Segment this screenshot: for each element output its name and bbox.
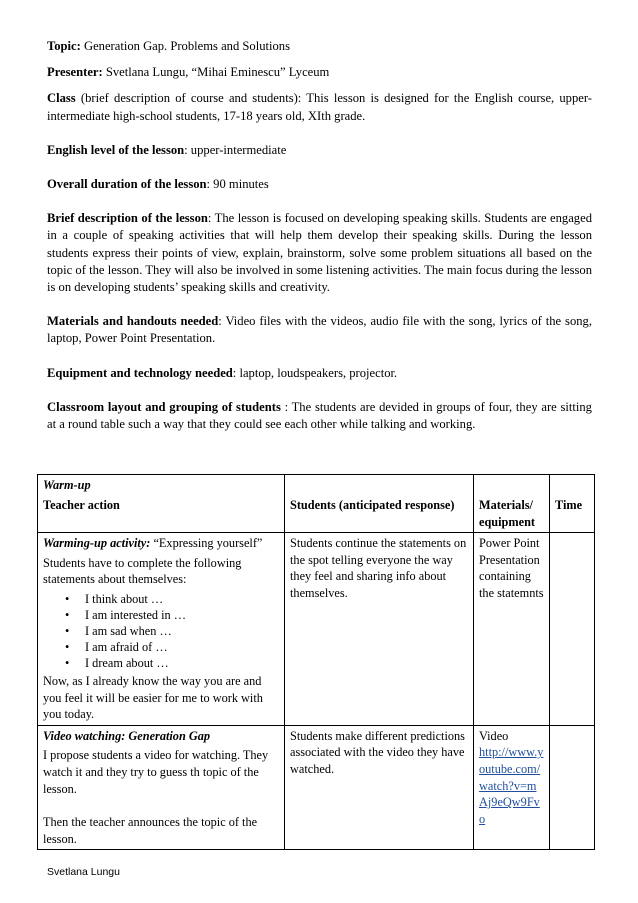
topic-value: Generation Gap. Problems and Solutions [80,39,290,53]
presenter-label: Presenter: [47,65,103,80]
list-item: • I dream about … [65,655,169,670]
header-time: Time [555,498,583,512]
row1-activity [43,535,280,552]
video-link[interactable]: http://www.youtube.com/watch?v=mAj9eQw9Fvo [479,745,544,826]
class-label: Class [47,91,76,106]
row1-intro: Students have to complete the following statements about themselves: [43,555,242,587]
bullet-icon: • [65,607,70,622]
bullet-icon: • [65,591,70,606]
list-item: • I am afraid of … [65,639,168,654]
materials-line [47,313,592,347]
english-level-value: : upper-intermediate [184,142,287,157]
row2-teacher-cell [38,725,285,850]
header-materials-cell [474,475,550,533]
table-row [38,533,595,726]
presenter-line [47,64,592,81]
bullet-icon: • [65,623,70,638]
list-item: • I am interested in … [65,607,187,622]
row1-time-cell [550,533,595,726]
row2-materials-label: Video [479,728,509,743]
header-students: Students (anticipated response) [290,498,455,512]
row2-students-cell [285,725,474,850]
duration-value: : 90 minutes [206,177,269,192]
class-value: (brief description of course and students): This lesson is designed for the English course, upper-intermediate high-school students, 17-18 years old, XIth grade. [47,91,592,123]
row1-students: Students continue the statements on the spot telling everyone the way they feel and sharing info about themselves. [290,536,467,600]
row2-materials-cell [474,725,550,850]
materials-label: Materials and handouts needed [47,314,219,329]
row2-closing: Then the teacher announces the topic of the lesson. [43,815,258,846]
header-time-cell [550,475,595,533]
bullet-icon: • [65,655,70,670]
section-title: Warm-up [43,478,91,492]
classroom-layout-line [47,399,592,433]
topic-label: Topic: [47,39,81,53]
header-teacher-cell [38,475,285,533]
equipment-line [47,365,592,382]
layout-label: Classroom layout and grouping of students [47,399,281,414]
duration-line [47,176,592,193]
row1-teacher-cell [38,533,285,726]
english-level-line [47,142,592,159]
row1-closing: Now, as I already know the way you are and you feel it will be easier for me to work with you today. [43,673,263,722]
header-teacher: Teacher action [43,497,120,512]
row1-bullet-list [43,591,280,671]
brief-description [47,210,592,296]
header-materials: Materials/ equipment [479,498,536,529]
bullet-icon: • [65,639,70,654]
layout-value: : The students are devided in groups of four, they are sitting at a round table such a way that they could see each other while talking and working. [47,399,592,432]
row2-intro: I propose students a video for watching. They watch it and they try to guess th topic of the lesson. [43,748,269,796]
topic-line [47,38,592,55]
duration-label: Overall duration of the lesson [47,177,207,192]
equipment-value: : laptop, loudspeakers, projector. [232,365,398,380]
row1-materials-cell [474,533,550,726]
row1-students-cell [285,533,474,726]
row2-students: Students make different predictions associated with the video they have watched. [290,728,465,776]
presenter-value: Svetlana Lungu, “Mihai Eminescu” Lyceum [102,65,330,80]
lesson-plan-header [47,38,592,433]
table-header-row [38,475,595,533]
class-line [47,90,592,124]
brief-value: : The lesson is focused on developing speaking skills. Students are engaged in a couple of speaking activities that will help them develop their speaking skills. During the lesson students express their points of view, explain, brainstorm, solve some problem situations all based on the topic of the lesson. They will also be involved in some listening activities. The main focus during the lesson is on developing students’ speaking skills and creativity. [47,211,592,295]
list-item: • I am sad when … [65,623,172,638]
row2-time-cell [550,725,595,850]
page-footer: Svetlana Lungu [47,866,120,878]
table-row [38,725,595,850]
row1-activity-title: Warming-up activity: [43,536,151,551]
row1-activity-name: “Expressing yourself” [150,536,263,551]
equipment-label: Equipment and technology needed [47,365,233,380]
list-item: • I think about … [65,591,164,606]
english-level-label: English level of the lesson [47,142,185,157]
row2-activity-title: Video watching: Generation Gap [43,728,211,743]
header-students-cell [285,475,474,533]
materials-value: : Video files with the videos, audio file with the song, lyrics of the song, laptop, Power Point Presentation. [47,314,592,346]
brief-label: Brief description of the lesson [47,211,208,226]
lesson-plan-table [37,474,595,850]
row1-materials: Power Point Presentation containing the statemnts [479,536,544,600]
